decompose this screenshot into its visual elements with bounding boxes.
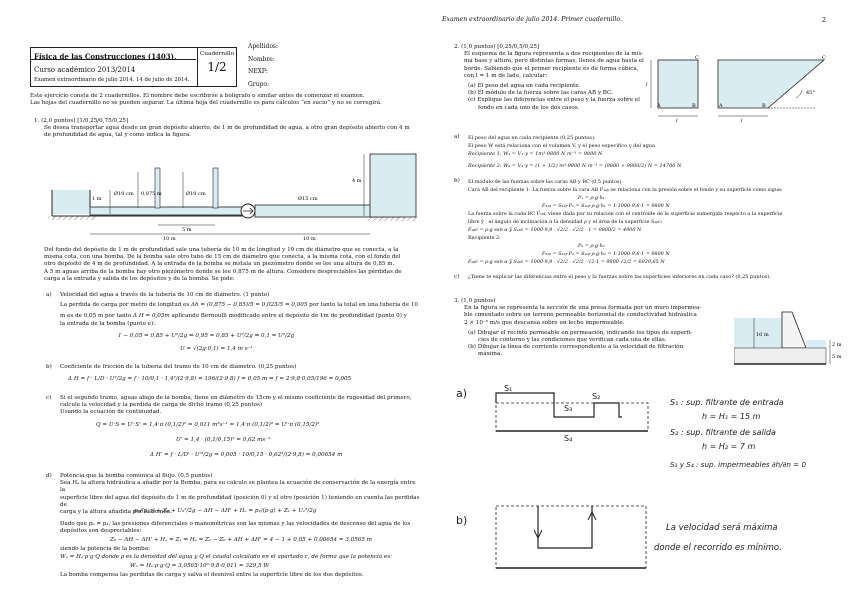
answer-line: Recipiente 2: W₂ = V₂·γ = (1 + 1/2) m³·9800 N m⁻³ = (9800 + 9800/2) N = 14700 N — [468, 163, 682, 169]
item: (b) Dibujar la línea de corriente correspondiente a la velocidad de filtración — [468, 344, 684, 351]
q1-figure — [48, 150, 418, 242]
q2c-answer: ¿Tiene te explicar las diferencias entre el peso y la fuerzas sobre las superficies inferiores en cada caso? (0,25 puntos). — [468, 274, 771, 280]
q1-statement — [34, 125, 424, 139]
course-title: Física de las Construcciones (1403). — [34, 52, 177, 61]
answer-line: libre ȳ , el ángulo de inclinación α la densidad ρ y el área de la superficie S₁ᵦc: — [468, 219, 663, 225]
answer-line: El peso del agua en cada recipiente (0,25 puntos). — [468, 135, 596, 141]
text: m es de 0,05 m por tanto — [60, 313, 132, 319]
label-C2: C — [822, 55, 826, 61]
q3-header — [454, 298, 754, 359]
label-h2: 2 m — [832, 342, 842, 348]
equation: Δh = (0,875 − 0,85)/5 = 0,025/5 = 0,005 — [191, 302, 308, 308]
hw-s3: S₃ — [564, 404, 573, 413]
q1d-text7: siendo la potencia de la bomba: — [60, 546, 150, 552]
q2b-answer — [468, 178, 843, 266]
label-l10a: 10 m — [163, 236, 176, 242]
label-h5: 5 m — [832, 354, 842, 360]
statement-line: 2 × 10⁻⁵ m/s que descansa sobre un lecho impermeable. — [464, 319, 625, 326]
label-h4: 4 m — [352, 178, 362, 184]
container-1 — [658, 60, 698, 108]
q2c-label: c) — [454, 274, 460, 280]
item: (b) El módulo de la fuerza sobre las caras AB y BC. — [468, 90, 613, 97]
label-A: A — [657, 103, 661, 109]
q1c-text — [60, 395, 422, 417]
label-l2: l — [741, 118, 743, 122]
item: fondo en cada uno de los dos casos. — [478, 104, 580, 111]
answer-line: Cara AB del recipiente 1: La fuerza sobre la cara AB F₁ₐᵦ se relaciona con la presión sobre el fondo y su superficie como sigue: — [468, 187, 783, 193]
answer-line: Recipiente 2: — [468, 235, 501, 241]
running-head: Examen extraordinario de julio 2014. Primer cuadernillo. — [442, 16, 622, 23]
field-apellidos[interactable]: Apellidos: — [248, 43, 279, 50]
hw-b-label: b) — [456, 514, 468, 527]
answer-line: Recipiente 1: W₁ = V₁·γ = 1m³·9800 N m⁻³ = 9800 N — [468, 151, 603, 157]
field-grupo[interactable]: Grupo: — [248, 80, 269, 88]
right-page — [424, 0, 848, 599]
q1d-eq1: p₀/(ρ·g) + Z₀ + U₀²/2g − ΔH − ΔH' + Hₐ = p₁/(ρ·g) + Z₁ + U₁²/2g — [134, 508, 317, 514]
reservoir-1-water — [52, 190, 90, 214]
q1a-eq4: U = √(2g·0,1) = 1,4 m s⁻¹ — [180, 346, 253, 352]
hw-note-4: h = H₂ = 7 m — [702, 442, 756, 451]
q1-title: 1. (2,0 puntos) [1/0,25/0,75/0,25] — [34, 118, 129, 124]
statement-line: Se desea transportar agua desde un gran depósito abierto, de 1 m de profundidad de agua, a otro gran depósito abierto con 4 m — [44, 125, 410, 132]
intro-line: Las hojas del cuadernillo no se pueden separar. La última hoja del cuadernillo es para cálculos “en sucio” y no se corregirá. — [30, 100, 382, 107]
q2-statement — [454, 51, 664, 80]
permeable-layer — [734, 348, 826, 364]
body-line: carga a la entrada y salida de los depósitos y de la bomba. Se pide: — [44, 275, 235, 282]
equation: Δ H = 0,05m — [133, 313, 170, 319]
hw-note-1: S₁ : sup. filtrante de entrada — [670, 398, 784, 407]
item: (a) Dibujar el recinto permeable en permeación, indicando los tipos de superfi- — [468, 329, 693, 336]
statement-line: En la figura se representa la sección de una presa formada por un muro impermea- — [464, 305, 702, 312]
label-l1: l — [676, 118, 678, 122]
text-line: Si el segundo tramo, aguas abajo de la bomba, tiene un diámetro de 15cm y el mismo coeficiente de rugosidad del primero, — [60, 395, 412, 401]
answer-line: F₂ᵦc = ρ·g sen α ȳ S₂ᵦc = 1000·9,8 · √2/2 · √2/2 · √2·1 = 9800 √2/2 = 6929,65 N — [468, 259, 665, 265]
student-fields — [248, 41, 278, 91]
pipe-10cm — [90, 207, 242, 215]
label-B: B — [692, 103, 696, 109]
statement-line: ma base y altura, pero distintas formas, llenos de agua hasta el — [464, 58, 644, 65]
answer-line: F₁ᵦc = ρ·g sen α ȳ S₁ᵦc = 1000·9,8 · √2/2 · √2/2 · 1 = 9800/2 = 4900 N — [468, 227, 642, 233]
text: La perdida de carga por metro de longitud es — [60, 302, 190, 308]
label-d15: Ø15 cm — [298, 196, 318, 202]
q2a-label: a) — [454, 134, 460, 140]
header-box — [30, 47, 237, 87]
q1c-label: c) — [46, 395, 52, 401]
hw-note-6: La velocidad será máxima — [666, 523, 778, 533]
handwritten-answer-a — [444, 375, 848, 475]
cuadernillo-number: 1/2 — [207, 60, 227, 74]
q1a-line1 — [60, 302, 418, 309]
field-nombre[interactable]: Nombre: — [248, 55, 275, 63]
q3-statement — [454, 305, 754, 327]
q1d-eq2: Z₀ − ΔH − ΔH' + Hₐ = Z₁ ⇒ Hₐ = Z₁ − Z₀ + ΔH + ΔH' = 4 − 1 + 0,05 + 0,00654 = 3,0565 m — [110, 537, 372, 543]
q1d-eq3: Wₐ = Hₐ·ρ·g·Q donde ρ es la densidad del agua y Q el caudal calculado en el apartado c, de forma que la potencia es: — [60, 554, 392, 560]
q1c-eq3: Δ H' = f · L/D' · U'²/2g = 0,005 · 10/0,15 · 0,62²/(2·9,8) = 0,00654 m — [150, 452, 343, 458]
intro-line: Este ejercicio consta de 2 cuadernillos. El nombre debe escribirse a bolígrafo o similar antes de comenzar el examen. — [30, 93, 365, 99]
label-h1: 1 m — [92, 196, 102, 202]
answer-line: El módulo de las fuerzas sobre las caras AB y BC (0,5 puntos). — [468, 179, 623, 185]
hw-note-5: S₃ y S₄ : sup. impermeables ∂h/∂n = 0 — [670, 460, 807, 469]
text-line: Dado que p₀ = p₁, las presiones diferenciales o manométricas son las mismas y las velocidades de descenso del agua de los — [60, 521, 411, 527]
text-line: depósitos son despreciables: — [60, 528, 142, 535]
page-number: 2 — [821, 16, 826, 24]
container-2 — [718, 60, 824, 108]
q1b-eq1: Δ H = f · L/D · U²/2g = f · 10/0,1 · 1,4²/(2·9,8) = 196/(2·9,8) f = 0,05 m ⇒ f = 2·9,8·0,05/196 = 0,005 — [68, 376, 352, 382]
hw-note-2: h = H₁ = 15 m — [702, 412, 761, 421]
q1b-label: b) — [46, 364, 52, 370]
answer-line: El peso W está relaciona con el volumen V, y el peso específico γ del agua — [468, 143, 655, 149]
label-A2: A — [719, 103, 723, 109]
q1c-eq2: U' = 1,4 · (0,1/0,15)² = 0,62 ms⁻¹ — [176, 437, 271, 443]
text-line: Usando la ecuación de continuidad. — [60, 409, 162, 416]
hw-a-label: a) — [456, 387, 468, 400]
ground-hatch — [48, 216, 96, 220]
header-divider — [30, 59, 196, 60]
text: por tanto la total en una tubería de 10 — [309, 302, 418, 308]
label-d10b: Ø10 cm — [186, 191, 206, 197]
q1a-line2 — [60, 313, 407, 320]
item: (a) El peso del agua en cada recipiente. — [468, 83, 581, 90]
q2-title: 2. (1,0 puntos) [0,25/0,5/0,25] — [454, 44, 540, 50]
handwritten-answer-b — [444, 490, 848, 590]
answer-line: F₂ₐᵦ = S₂ₐᵦ·P₂ = S₂ₐᵦ·ρ·g·h₂ = 1·1000·9,8·1 = 9800 N — [542, 251, 670, 257]
label-C: C — [695, 55, 699, 61]
q2-header — [454, 44, 664, 112]
q1d-text8: La bomba compensa las perdidas de carga y salva el desnivel entre la superficie libre de los dos depósitos. — [60, 572, 364, 578]
label-B2: B — [762, 103, 766, 109]
text-line: calcule la velocidad y la perdida de carga de dicho tramo (0,25 puntos) — [60, 402, 263, 409]
hw-s1: S₁ — [504, 384, 513, 393]
item: máxima. — [478, 351, 503, 358]
hw-dam-profile — [496, 393, 622, 417]
dam-wall — [782, 312, 806, 348]
intro — [30, 93, 420, 107]
q1c-eq1: Q = U·S = U'·S' = 1,4·π (0,1/2)² = 0,011 m³s⁻¹ = 1,4·π (0,1/2)² = U'·π (0,15/2)² — [96, 422, 320, 428]
label-d10a: Ø10 cm — [114, 191, 134, 197]
q2-items — [454, 83, 664, 112]
q1a-eq3: 1 − 0,05 = 0,85 + U²/2g ⇒ 0,95 = 0,85 + U²/2g ⇒ 0,1 = U²/2g — [118, 333, 295, 339]
hw-s4: S₄ — [564, 434, 573, 443]
label-angle: 45° — [806, 90, 815, 96]
label-h0875: 0,875 m — [141, 191, 162, 197]
statement-line: borde. Sabiendo que el primer recipiente es de forma cúbica, — [464, 65, 639, 72]
q1-body — [44, 247, 422, 283]
body-line: Del fondo del depósito de 1 m de profundidad sale una tubería de 10 m de longitud y 10 cm de diámetro que se conecta, a la — [44, 247, 399, 253]
label-l5: 5 m — [182, 227, 192, 233]
q1b-text: Coeficiente de fricción de la tubería del tramo de 10 cm de diámetro. (0,25 puntos) — [60, 364, 297, 370]
hw-region-b — [496, 506, 646, 568]
label-l: l — [646, 82, 648, 88]
field-nexp[interactable]: NEXP: — [248, 68, 268, 75]
q3-dam-figure — [734, 308, 844, 370]
answer-line: F₁ₐᵦ = S₁ₐᵦ·P₁ = S₁ₐᵦ·ρ·g·h₁ = 1·1000·9,8·1 = 9800 N — [542, 203, 670, 209]
q3-items — [454, 330, 754, 359]
answer-line: P₁ = ρ·g·h₁ — [578, 195, 605, 201]
q1a-text: Velocidad del agua a través de la tubería de 10 cm de diámetro. (1 punto) — [60, 292, 270, 298]
statement-line: con l = 1 m de lado, calcular: — [464, 72, 548, 79]
hw-note-3: S₂ : sup. filtrante de salida — [670, 428, 776, 437]
label-h10: 10 m — [756, 332, 769, 338]
cuadernillo-label: Cuadernillo — [199, 51, 235, 57]
statement-line: El esquema de la figura representa a dos recipientes de la mis- — [464, 51, 644, 58]
ground-hatch — [366, 217, 418, 221]
label-l10b: 10 m — [303, 236, 316, 242]
text-line: Potencia que la bomba comunica al flujo. (0,5 puntos) — [60, 473, 213, 479]
text-line: Sea Hₐ la altura hidráulica a añadir por la Bomba, para su calculo se plantea la ecuación de conservación de la energía entre la — [60, 480, 416, 494]
q1d-eq4: Wₐ = Hₐ·ρ·g·Q = 3,0565·10³·9,8·0,011 = 329,5 W — [130, 563, 270, 569]
statement-line: ble cimentado sobre un terreno permeable horizontal de conductividad hidráulica — [464, 312, 697, 319]
reservoir-2 — [370, 154, 416, 217]
item: cies de contorno y las condiciones que verifican cada una de ellas. — [478, 337, 667, 344]
piezometer-2 — [213, 168, 218, 208]
answer-line: P₂ = ρ·g·h₂ — [578, 243, 605, 249]
body-line: A 5 m aguas arriba de la bomba hay otro piezómetro donde se lee 0,875 m de altura. Considere despreciables las pérdidas de — [44, 268, 402, 275]
item: (c) Explique las diferencias entre el peso y la fuerza sobre el — [468, 97, 640, 104]
body-line: otro depósito de 4 m de profundidad. A la entrada de la bomba se instala un piezómetro donde se lee una altura de 0,85 m. — [44, 261, 395, 268]
course-year: Curso académico 2013/2014 — [34, 66, 136, 74]
hw-note-7: donde el recorrido es mínimo. — [654, 543, 782, 553]
hw-s2: S₂ — [592, 392, 601, 401]
q2-figure — [646, 50, 836, 122]
body-line: misma cota, con una bomba. De la bomba sale otro tubo de 15 cm de diámetro que conecta, a la misma cota, con el fondo del — [44, 254, 401, 261]
q1d-text2 — [60, 521, 422, 535]
text: aplicando Bernoulli modificado entre el depósito de 1m de profundidad (punto 0) y — [171, 313, 407, 319]
statement-line: de profundidad de agua, tal y como indica la figura. — [44, 132, 191, 139]
q1d-label: d) — [46, 473, 52, 479]
q1a-label: a) — [46, 292, 52, 298]
text-line: superficie libre del agua del depósito de 1 m de profundidad (posición 0) y el otro (posición 1) teniendo en cuenta las perdidas de — [60, 494, 420, 508]
q1a-line3: la entrada de la bomba (punto e): — [60, 321, 156, 327]
piezometer-1 — [155, 168, 160, 208]
q2a-answer — [468, 134, 843, 170]
hw-streamline — [538, 506, 592, 548]
angle-arc-icon — [796, 90, 802, 98]
q3-title: 3. (1,0 puntos) — [454, 298, 496, 304]
cuadernillo-box — [197, 48, 236, 86]
downstream-water — [806, 340, 826, 348]
q1-header — [34, 118, 424, 140]
exam-date: Examen extraordinario de julio 2014. 14 de julio de 2014. — [34, 77, 190, 83]
q2b-label: b) — [454, 178, 460, 184]
text-line: carga y la altura añadida por la bomba. — [60, 509, 173, 516]
answer-line: La fuerza sobre la cada BC F₁ᵦc viene dada por su relación con el centroide de la superficie sumergida respecto a la superficie — [468, 211, 783, 217]
